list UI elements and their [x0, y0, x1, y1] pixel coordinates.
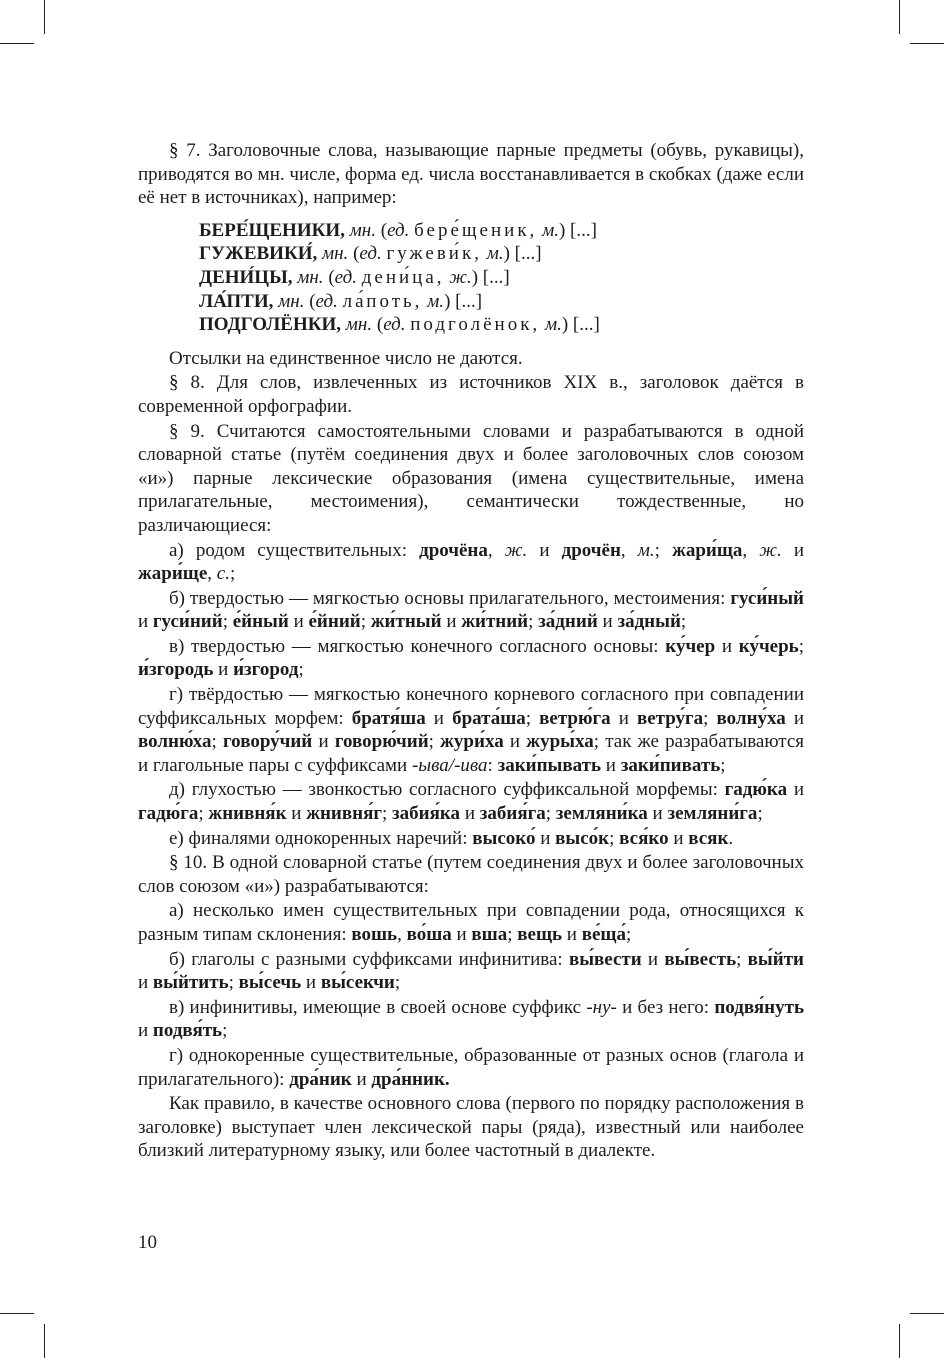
example-entry: ДЕНИ́ЦЫ, мн. (ед. дени́ца, ж.) [...]	[199, 266, 510, 288]
paragraph-final: Как правило, в качестве основного слова (первого по порядку расположения в заголовке) выступает член лексической пары (ряда), известный или наиболее близкий литературному языку, или более частотный в диалекте.	[138, 1093, 804, 1162]
crop-mark	[910, 1313, 944, 1314]
example-entry: ЛА́ПТИ, мн. (ед. ла́поть, м.) [...]	[199, 290, 483, 312]
item-10v: в) инфинитивы, имеющие в своей основе суффикс -ну- и без него: подвя́нуть и подвя́ть;	[138, 996, 804, 1042]
paragraph-10: § 10. В одной словарной статье (путем соединения двух и более заголовочных слов союзом «и») разрабатываются:	[138, 852, 804, 897]
crop-mark	[0, 1313, 34, 1314]
paragraph-7: § 7. Заголовочные слова, называющие парные предметы (обувь, рукавицы), приводятся во мн. числе, форма ед. числа восстанавливается в скобках (даже если её нет в источниках), например:	[138, 140, 804, 209]
page-number: 10	[138, 1232, 157, 1253]
crop-mark	[0, 43, 34, 44]
page-body	[138, 139, 804, 1163]
example-entry: БЕРЕ́ЩЕНИКИ, мн. (ед. бере́щеник, м.) [...]	[199, 219, 597, 241]
paragraph-9: § 9. Считаются самостоятельными словами и разрабатываются в одной словарной статье (путём соединения двух и более заголовочных слов союзом «и») парные лексические образования (имена существительные, имена прилагательные, местоимения), семантически тождественные, но различающиеся:	[138, 420, 804, 536]
crop-mark	[899, 0, 900, 34]
example-entry: ГУЖЕВИКИ́, мн. (ед. гужеви́к, м.) [...]	[199, 243, 542, 265]
crop-mark	[899, 1324, 900, 1358]
crop-mark	[44, 0, 45, 34]
item-9b: б) твердостью — мягкостью основы прилагательного, местоимения: гуси́ный и гуси́ний; е́йный и е́йний; жи́тный и жи́тний; за́дний и за́дный;	[138, 587, 804, 633]
paragraph-8: § 8. Для слов, извлеченных из источников XIX в., заголовок даётся в современной орфографии.	[138, 372, 804, 417]
example-entry: ПОДГОЛЁНКИ, мн. (ед. подголёнок, м.) [...]	[199, 314, 600, 336]
item-9g: г) твёрдостью — мягкостью конечного корневого согласного при совпадении суффиксальных морфем: братя́ша и брата́ша; ветрю́га и ветру́га; волну́ха и волню́ха; говору́чий и говорю́чий; жури́ха и журы́ха; так же разрабатываются и глагольные пары с суффиксами -ыва/-ива: заки́пывать и заки́пивать;	[138, 684, 805, 776]
item-9d: д) глухостью — звонкостью согласного суффиксальной морфемы: гадю́ка и гадю́га; жнивня́к и жнивня́г; забия́ка и забия́га; земляни́ка и земляни́га;	[138, 779, 805, 825]
item-9a: а) родом существительных: дрочёна, ж. и дрочён, м.; жари́ща, ж. и жари́ще, с.;	[138, 539, 805, 585]
item-10g: г) однокоренные существительные, образованные от разных основ (глагола и прилагательного): дра́ник и дра́нник.	[138, 1044, 804, 1090]
item-9e: е) финалями однокоренных наречий: высоко́ и высо́к; вся́ко и всяк.	[169, 827, 734, 849]
crop-mark	[44, 1324, 45, 1358]
item-10a: а) несколько имен существительных при совпадении рода, относящихся к разным типам склонения: вошь, во́ша и вша; вещь и ве́ща́;	[138, 900, 804, 945]
item-9v: в) твердостью — мягкостью конечного согласного основы: ку́чер и ку́черь; и́згородь и и́згород;	[138, 635, 804, 681]
example-list	[199, 219, 804, 337]
note-refs: Отсылки на единственное число не даются.	[169, 347, 523, 369]
item-10b: б) глаголы с разными суффиксами инфинитива: вы́вести и вы́весть; вы́йти и вы́йтить; вы́сечь и вы́секчи;	[138, 948, 804, 994]
crop-mark	[910, 43, 944, 44]
